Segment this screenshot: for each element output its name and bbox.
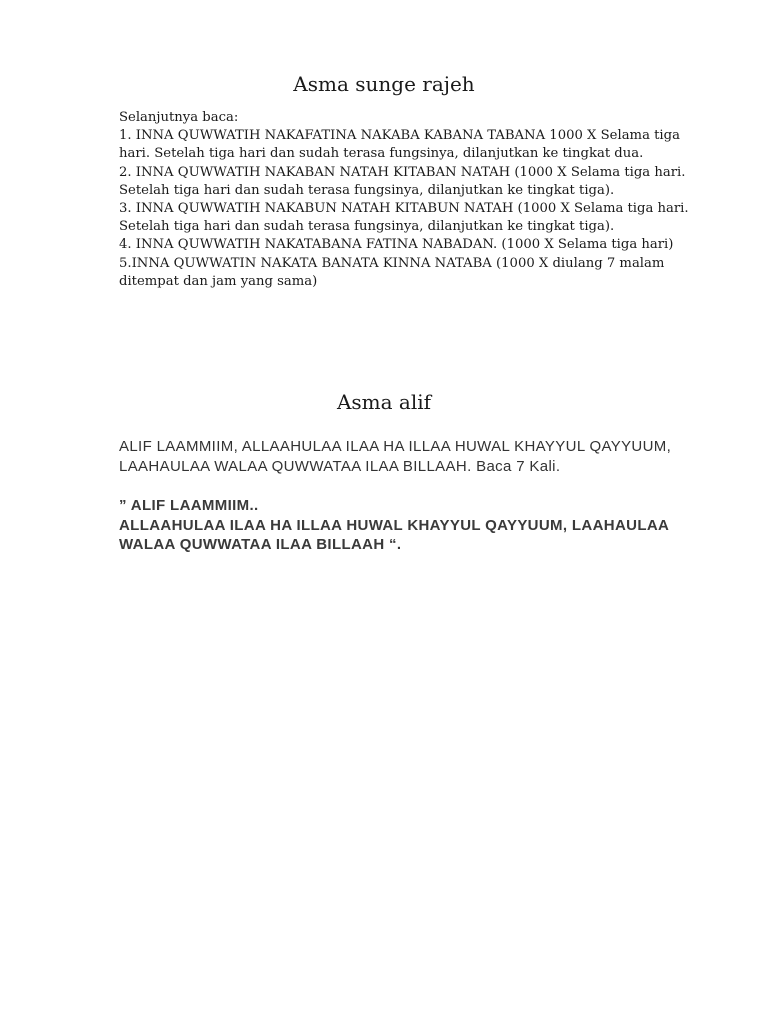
paragraph-spacer (119, 476, 694, 496)
list-item-1: 1. INNA QUWWATIH NAKAFATINA NAKABA KABANA TABANA 1000 X Selama tiga hari. Setelah tiga hari dan sudah terasa fungsinya, dilanjutkan ke tingkat dua. (119, 128, 680, 162)
list-item-2: 2. INNA QUWWATIH NAKABAN NATAH KITABAN NATAH (1000 X Selama tiga hari. Setelah tiga hari dan sudah terasa fungsinya, dilanjutkan ke tingkat tiga). (119, 164, 686, 198)
alif-quote-line-2: ALLAAHULAA ILAA HA ILLAA HUWAL KHAYYUL QAYYUUM, LAAHAULAA WALAA QUWWATAA ILAA BILLAAH “. (119, 516, 669, 553)
list-item-3: 3. INNA QUWWATIH NAKABUN NATAH KITABUN NATAH (1000 X Selama tiga hari. Setelah tiga hari dan sudah terasa fungsinya, dilanjutkan ke tingkat tiga). (119, 201, 689, 235)
list-item-5: 5.INNA QUWWATIN NAKATA BANATA KINNA NATABA (1000 X diulang 7 malam ditempat dan jam yang sama) (119, 255, 665, 289)
section-body-asma-sunge-rajeh (119, 109, 704, 291)
list-item-4: 4. INNA QUWWATIH NAKATABANA FATINA NABADAN. (1000 X Selama tiga hari) (119, 237, 674, 253)
section-title-asma-sunge-rajeh: Asma sunge rajeh (293, 72, 475, 96)
alif-paragraph: ALIF LAAMMIIM, ALLAAHULAA ILAA HA ILLAA HUWAL KHAYYUL QAYYUUM, LAAHAULAA WALAA QUWWATAA ILAA BILLAAH. Baca 7 Kali. (119, 438, 672, 475)
intro-text: Selanjutnya baca: (119, 110, 239, 125)
section-body-asma-alif (119, 437, 694, 555)
alif-quote-line-1: ” ALIF LAAMMIIM.. (119, 497, 259, 514)
section-title-asma-alif: Asma alif (336, 390, 432, 414)
